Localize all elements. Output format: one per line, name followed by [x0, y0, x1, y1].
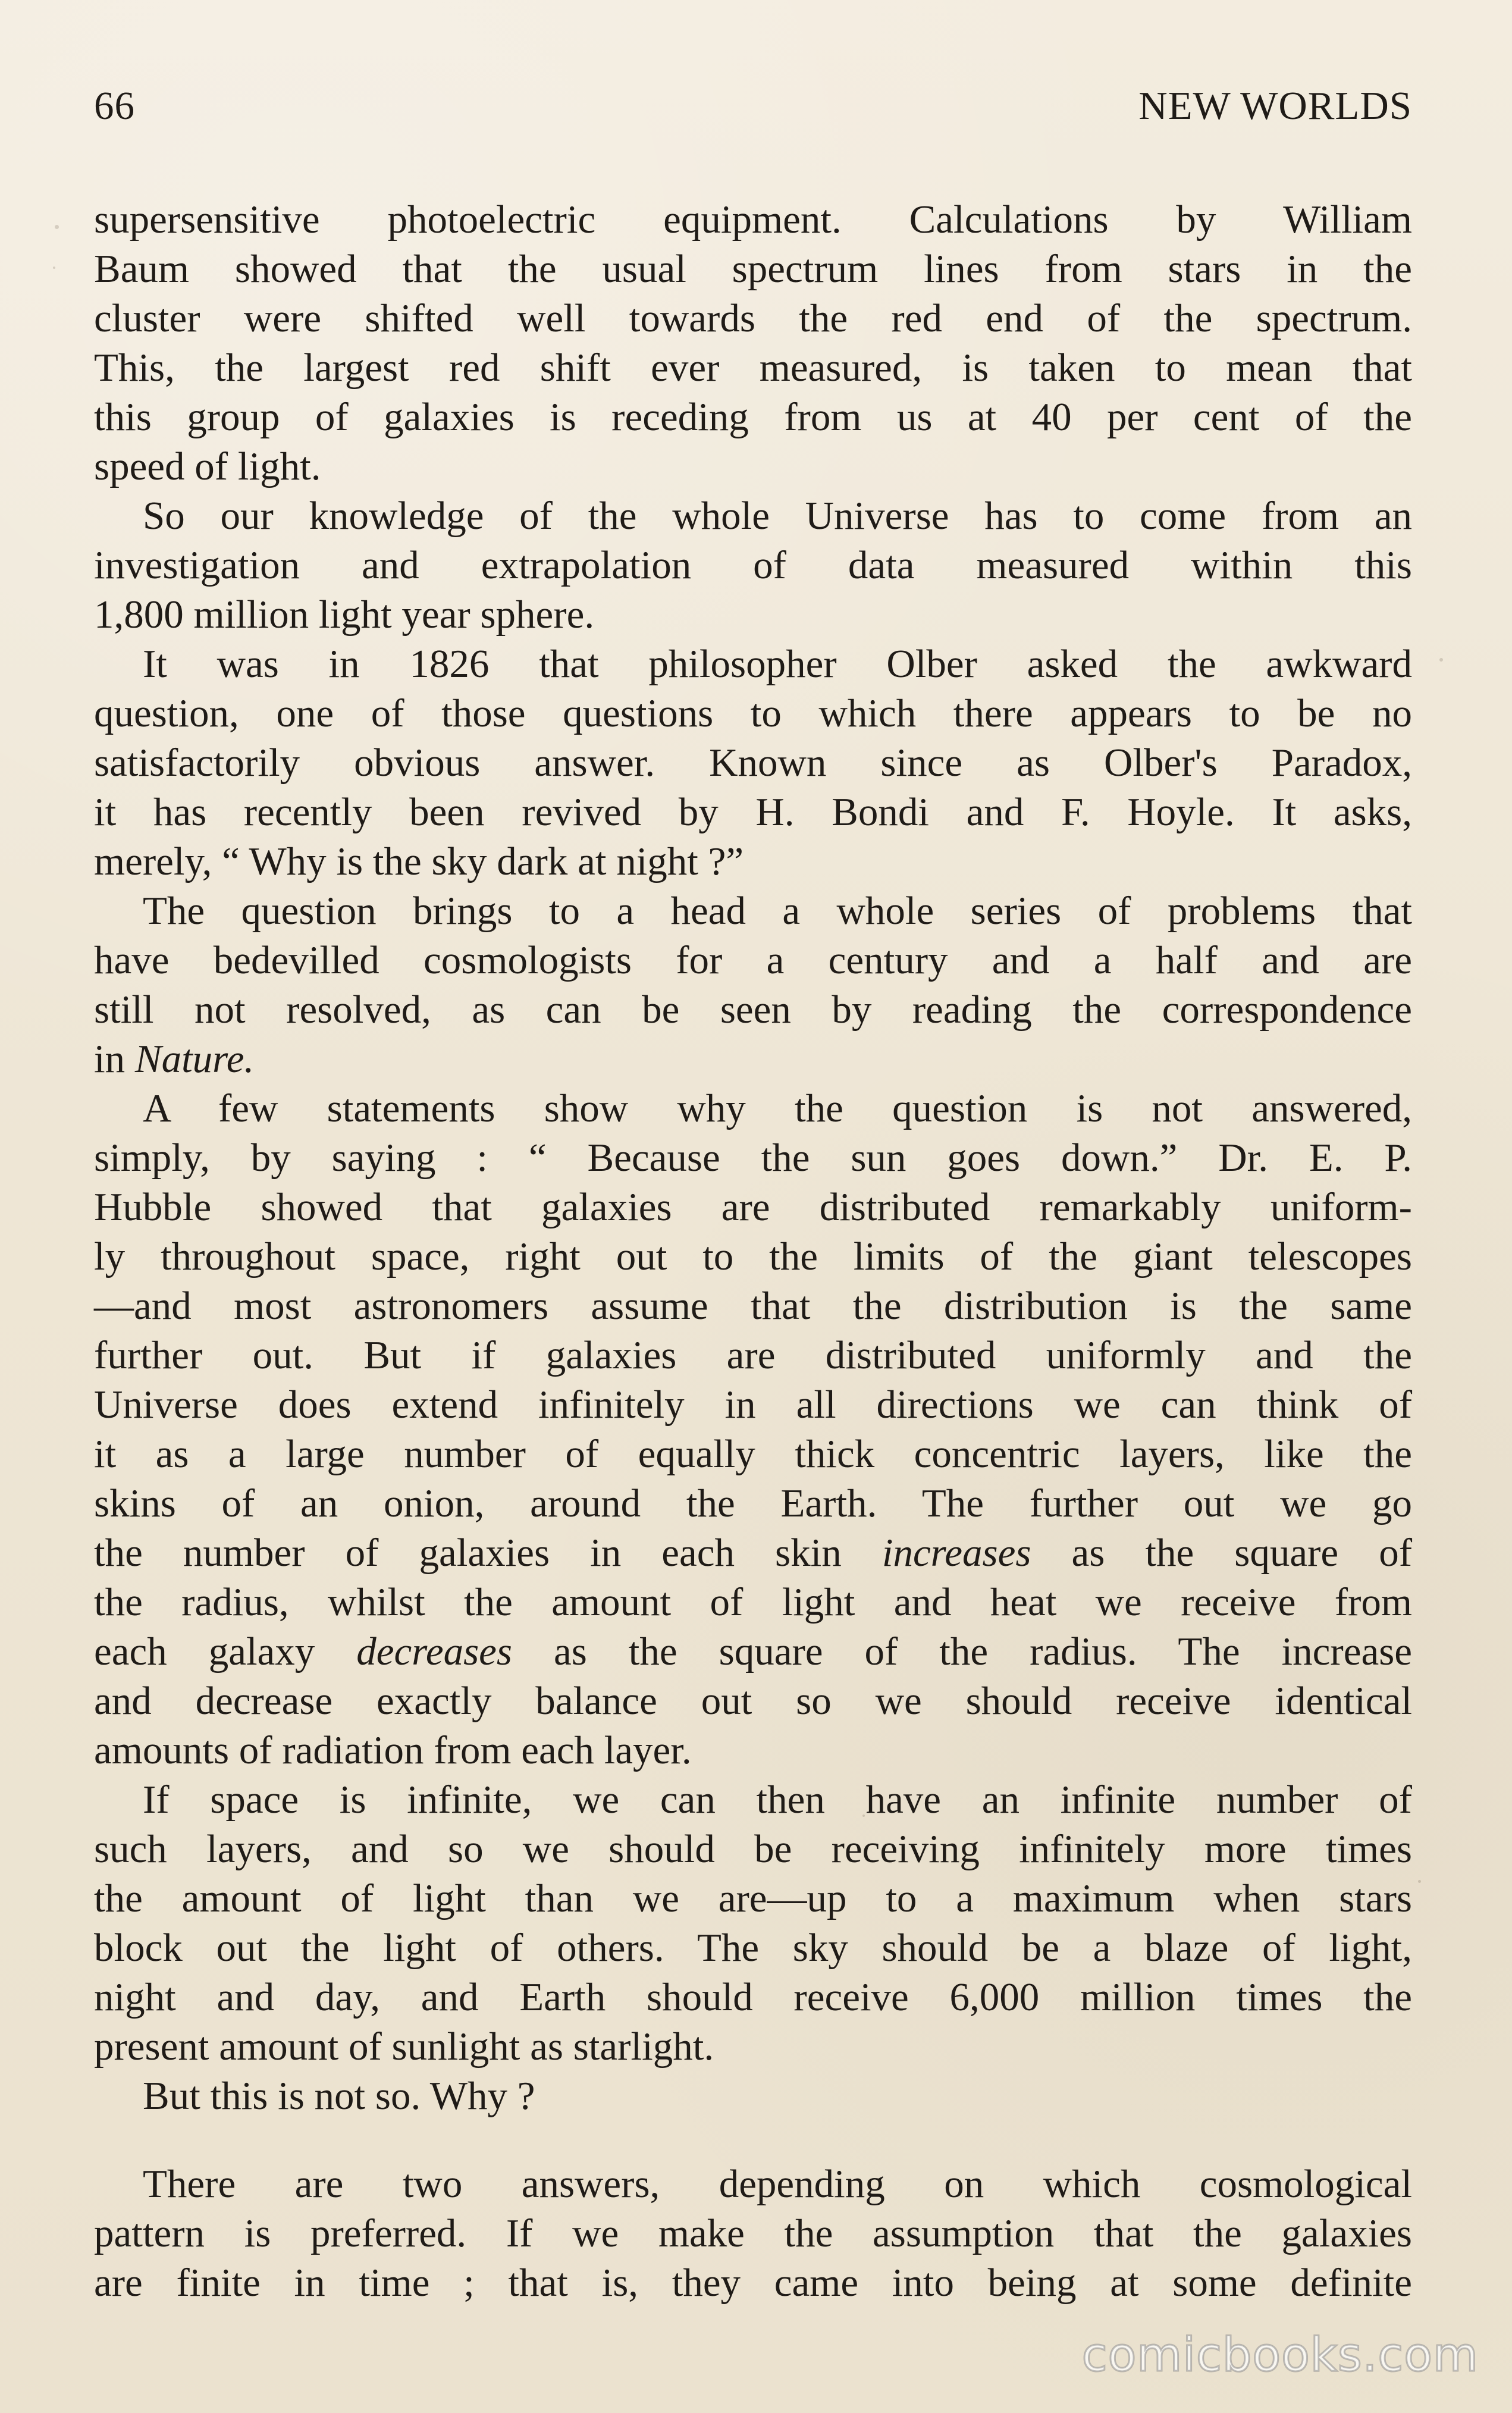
text-line: So our knowledge of the whole Universe has to come from an: [143, 494, 1412, 538]
text-line: [94, 1627, 1412, 1676]
running-head: [94, 86, 1412, 152]
text-line: supersensitive photoelectric equipment. Calculations by William: [94, 198, 1412, 242]
paragraph-8: [94, 2160, 1412, 2308]
text-line: Hubble showed that galaxies are distributed remarkably uniform-: [94, 1185, 1412, 1229]
text-run: in: [94, 1037, 126, 1081]
text-line: cluster were shifted well towards the red end of the spectrum.: [94, 296, 1412, 340]
text-line: [94, 1035, 1412, 1084]
text-line: But this is not so. Why ?: [143, 2074, 535, 2118]
text-run: as the square of the radius. The increase: [553, 1629, 1413, 1674]
text-line: are finite in time ; that is, they came into being at some definite: [94, 2261, 1412, 2305]
paragraph-6: [94, 1775, 1412, 2072]
text-line: 1,800 million light year sphere.: [94, 593, 595, 637]
text-line: ly throughout space, right out to the limits of the giant telescopes: [94, 1234, 1412, 1278]
paper-speck: [1418, 1880, 1421, 1883]
text-line: skins of an onion, around the Earth. The further out we go: [94, 1481, 1412, 1525]
paragraph-1: [94, 195, 1412, 491]
text-line: it has recently been revived by H. Bondi and F. Hoyle. It asks,: [94, 790, 1412, 834]
section-gap: [94, 2121, 1412, 2160]
text-line: This, the largest red shift ever measured, is taken to mean that: [94, 346, 1412, 390]
text-run: each galaxy: [94, 1629, 315, 1674]
text-line: speed of light.: [94, 444, 321, 488]
text-run: the number of galaxies in each skin: [94, 1531, 842, 1575]
text-line: The question brings to a head a whole series of problems that: [143, 889, 1412, 933]
italic-text: Nature.: [134, 1037, 255, 1081]
italic-text: decreases: [356, 1629, 512, 1674]
text-line: merely, “ Why is the sky dark at night ?”: [94, 839, 744, 883]
paper-speck: [862, 1815, 865, 1817]
paragraph-7: [94, 2072, 1412, 2121]
text-line: the radius, whilst the amount of light and heat we receive from: [94, 1580, 1412, 1624]
paper-speck: [55, 225, 59, 229]
watermark: comicbooks.com: [1081, 2329, 1479, 2382]
text-line: pattern is preferred. If we make the assumption that the galaxies: [94, 2211, 1412, 2255]
text-line: the amount of light than we are—up to a maximum when stars: [94, 1876, 1412, 1920]
text-line: Universe does extend infinitely in all directions we can think of: [94, 1383, 1412, 1427]
text-line: further out. But if galaxies are distributed uniformly and the: [94, 1333, 1412, 1377]
text-line: There are two answers, depending on which cosmological: [143, 2162, 1412, 2206]
text-line: such layers, and so we should be receiving infinitely more times: [94, 1827, 1412, 1871]
paragraph-2: [94, 491, 1412, 640]
text-line: —and most astronomers assume that the distribution is the same: [94, 1284, 1412, 1328]
text-line: satisfactorily obvious answer. Known since as Olber's Paradox,: [94, 741, 1412, 785]
paragraph-5: [94, 1084, 1412, 1775]
text-line: present amount of sunlight as starlight.: [94, 2025, 714, 2069]
text-line: [94, 1528, 1412, 1578]
text-line: question, one of those questions to which there appears to be no: [94, 691, 1412, 735]
text-line: Baum showed that the usual spectrum lines from stars in the: [94, 247, 1412, 291]
text-line: have bedevilled cosmologists for a century and a half and are: [94, 938, 1412, 982]
text-line: A few statements show why the question is not answered,: [143, 1086, 1412, 1130]
text-line: It was in 1826 that philosopher Olber asked the awkward: [143, 642, 1412, 686]
running-title: NEW WORLDS: [1138, 84, 1412, 128]
paragraph-3: [94, 640, 1412, 886]
paper-speck: [1439, 658, 1443, 662]
paragraph-4: [94, 886, 1412, 1084]
text-line: investigation and extrapolation of data measured within this: [94, 543, 1412, 587]
text-line: it as a large number of equally thick concentric layers, like the: [94, 1432, 1412, 1476]
text-line: night and day, and Earth should receive 6,000 million times the: [94, 1975, 1412, 2019]
text-line: still not resolved, as can be seen by reading the correspondence: [94, 988, 1412, 1032]
text-line: simply, by saying : “ Because the sun goes down.” Dr. E. P.: [94, 1136, 1412, 1180]
text-run: as the square of: [1071, 1531, 1413, 1575]
page-number: 66: [94, 84, 135, 128]
italic-text: increases: [882, 1531, 1031, 1575]
text-line: this group of galaxies is receding from us at 40 per cent of the: [94, 395, 1412, 439]
text-line: If space is infinite, we can then have an infinite number of: [143, 1778, 1412, 1822]
text-line: block out the light of others. The sky should be a blaze of light,: [94, 1926, 1412, 1970]
paper-speck: [53, 267, 55, 269]
text-line: amounts of radiation from each layer.: [94, 1728, 692, 1772]
body-text: [94, 195, 1412, 2308]
text-line: and decrease exactly balance out so we should receive identical: [94, 1679, 1412, 1723]
